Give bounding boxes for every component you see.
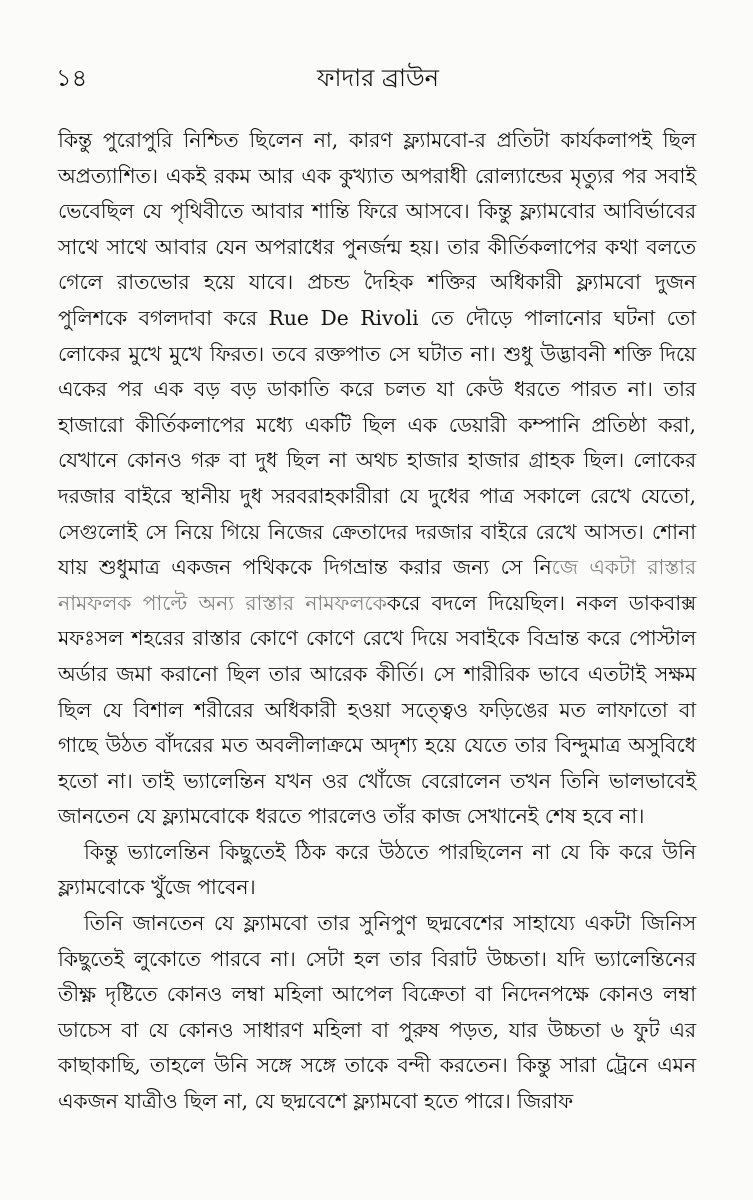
running-title: ফাদার ব্রাউন [317,64,439,92]
page-number: ১৪ [56,64,88,92]
paragraph [58,123,696,835]
bleed-through-text: জে একটা রাস্তার নামফলক পাল্টে অন্য রাস্তার নামফলকে [58,555,696,615]
page-header [56,62,700,102]
paragraph: তিনি জানতেন যে ফ্ল্যামবো তার সুনিপুণ ছদ্মবেশের সাহায্যে একটা জিনিস কিছুতেই লুকোতে পারবে না। সেটা হল তার বিরাট উচ্চতা। যদি ভ্যালেন্তিনের তীক্ষ্ণ দৃষ্টিতে কোনও লম্বা মহিলা আপেল বিক্রেতা বা নিদেনপক্ষে কোনও লম্বা ডাচেস বা যে কোনও সাধারণ মহিলা বা পুরুষ পড়ত, যার উচ্চতা ৬ ফুট এর কাছাকাছি, তাহলে উনি সঙ্গে সঙ্গে তাকে বন্দী করতেন। কিন্তু সারা ট্রেনে এমন একজন যাত্রীও ছিল না, যে ছদ্মবেশে ফ্ল্যামবো হতে পারে। জিরাফ [58,911,696,1114]
paragraph: কিন্তু ভ্যালেন্তিন কিছুতেই ঠিক করে উঠতে পারছিলেন না যে কি করে উনি ফ্ল্যামবোকে খুঁজে পাবেন। [58,839,696,900]
paragraph-text-continued: করে বদলে দিয়েছিল। নকল ডাকবাক্স মফঃসল শহরের রাস্তার কোণে কোণে রেখে দিয়ে সবাইকে বিভ্রান্ত করে পোস্টাল অর্ডার জমা করানো ছিল তার আরেক কীর্তি। সে শারীরিক ভাবে এতটাই সক্ষম ছিল যে বিশাল শরীরের অধিকারী হওয়া সত্ত্বেও ফড়িঙের মত লাফাতো বা গাছে উঠত বাঁদরের মত অবলীলাক্রমে অদৃশ্য হয়ে যেতে তার বিন্দুমাত্র অসুবিধে হতো না। তাই ভ্যালেন্তিন যখন ওর খোঁজে বেরোলেন তখন তিনি ভালভাবেই জানতেন যে ফ্ল্যামবোকে ধরতে পারলেও তাঁর কাজ সেখানেই শেষ হবে না। [58,590,696,829]
body-text [58,123,696,1120]
paragraph-text: কিন্তু পুরোপুরি নিশ্চিত ছিলেন না, কারণ ফ্ল্যামবো-র প্রতিটা কার্যকলাপই ছিল অপ্রত্যাশিত। একই রকম আর এক কুখ্যাত অপরাধী রোল্যান্ডের মৃত্যুর পর সবাই ভেবেছিল যে পৃথিবীতে আবার শান্তি ফিরে আসবে। কিন্তু ফ্ল্যামবোর আবির্ভাবের সাথে সাথে আবার যেন অপরাধের পুনর্জন্ম হয়। তার কীর্তিকলাপের কথা বলতে গেলে রাতভোর হয়ে যাবে। প্রচন্ড দৈহিক শক্তির অধিকারী ফ্ল্যামবো দুজন পুলিশকে বগলদাবা করে Rue De Rivoli তে দৌড়ে পালানোর ঘটনা তো লোকের মুখে মুখে ফিরত। তবে রক্তপাত সে ঘটাত না। শুধু উদ্ভাবনী শক্তি দিয়ে একের পর এক বড় বড় ডাকাতি করে চলত যা কেউ ধরতে পারত না। তার হাজারো কীর্তিকলাপের মধ্যে একটি ছিল এক ডেয়ারী কম্পানি প্রতিষ্ঠা করা, যেখানে কোনও গরু বা দুধ ছিল না অথচ হাজার হাজার গ্রাহক ছিল। লোকের দরজার বাইরে স্থানীয় দুধ সরবরাহকারীরা যে দুধের পাত্র সকালে রেখে যেতো, সেগুলোই সে নিয়ে গিয়ে নিজের ক্রেতাদের দরজার বাইরে রেখে আসত। শোনা যায় শুধুমাত্র একজন পথিককে দিগভ্রান্ত করার জন্য সে নি [58,128,696,580]
